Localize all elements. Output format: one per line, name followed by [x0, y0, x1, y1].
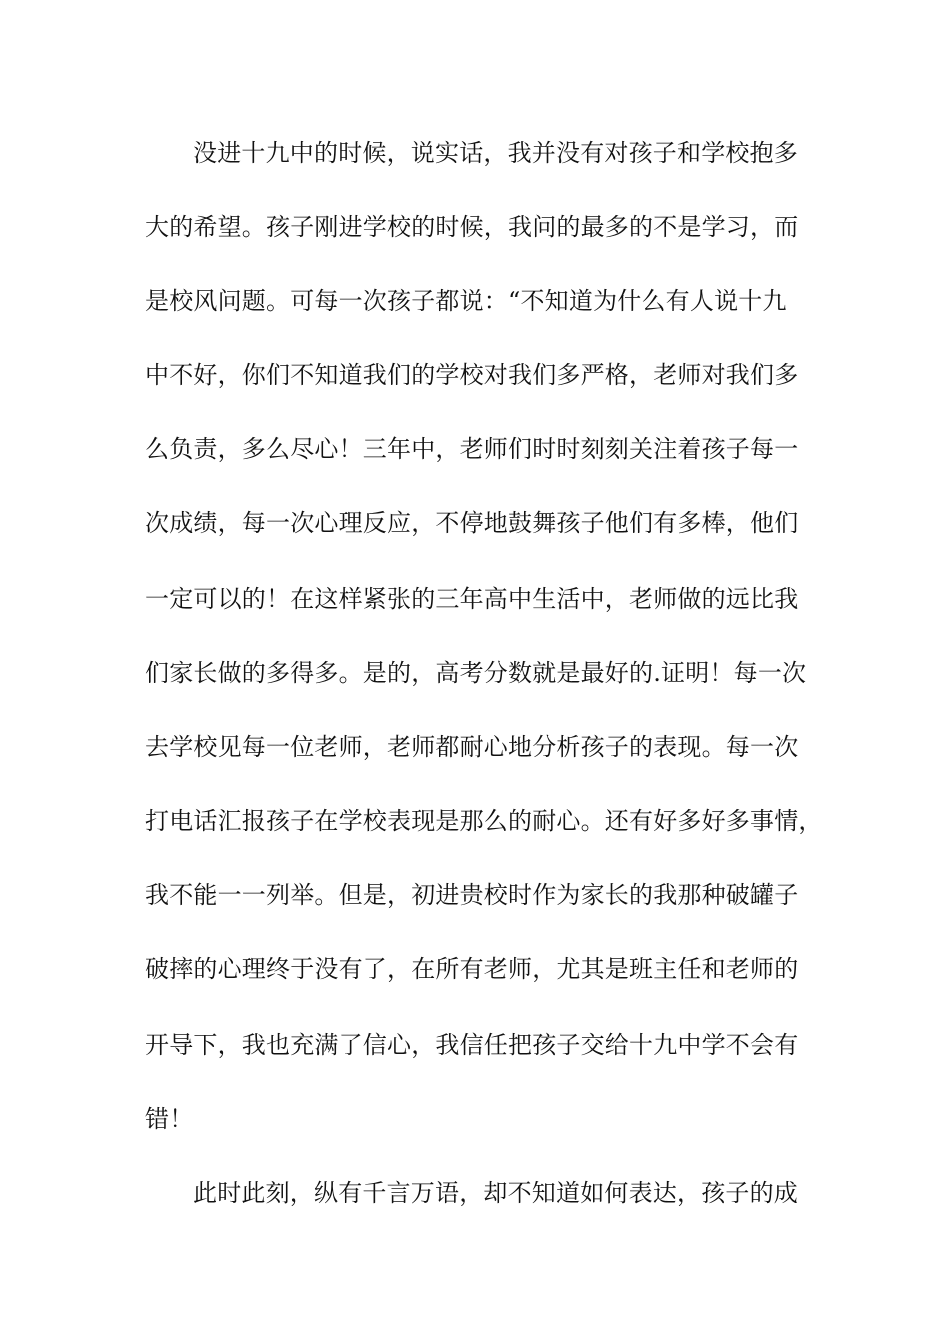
paragraph-line: 们家长做的多得多。是的，高考分数就是最好的.证明！每一次	[145, 659, 807, 687]
paragraph-line: 大的希望。孩子刚进学校的时候，我问的最多的不是学习，而	[145, 213, 799, 241]
paragraph-line: 次成绩，每一次心理反应，不停地鼓舞孩子他们有多棒，他们	[145, 509, 799, 537]
paragraph-line: 去学校见每一位老师，老师都耐心地分析孩子的表现。每一次	[145, 733, 799, 761]
paragraph-line: 错！	[145, 1105, 194, 1133]
paragraph-line: 打电话汇报孩子在学校表现是那么的耐心。还有好多好多事情，	[145, 807, 823, 835]
paragraph-line: 开导下，我也充满了信心，我信任把孩子交给十九中学不会有	[145, 1031, 799, 1059]
paragraph-line: 破摔的心理终于没有了，在所有老师，尤其是班主任和老师的	[145, 955, 799, 983]
paragraph-line: 中不好，你们不知道我们的学校对我们多严格，老师对我们多	[145, 361, 799, 389]
paragraph-line: 此时此刻，纵有千言万语，却不知道如何表达，孩子的成	[193, 1179, 798, 1207]
paragraph-line: 是校风问题。可每一次孩子都说：“不知道为什么有人说十九	[145, 287, 787, 315]
paragraph-line: 么负责，多么尽心！三年中，老师们时时刻刻关注着孩子每一	[145, 435, 799, 463]
paragraph-line: 一定可以的！在这样紧张的三年高中生活中，老师做的远比我	[145, 585, 799, 613]
paragraph-line: 没进十九中的时候，说实话，我并没有对孩子和学校抱多	[193, 139, 798, 167]
paragraph-line: 我不能一一列举。但是，初进贵校时作为家长的我那种破罐子	[145, 881, 799, 909]
